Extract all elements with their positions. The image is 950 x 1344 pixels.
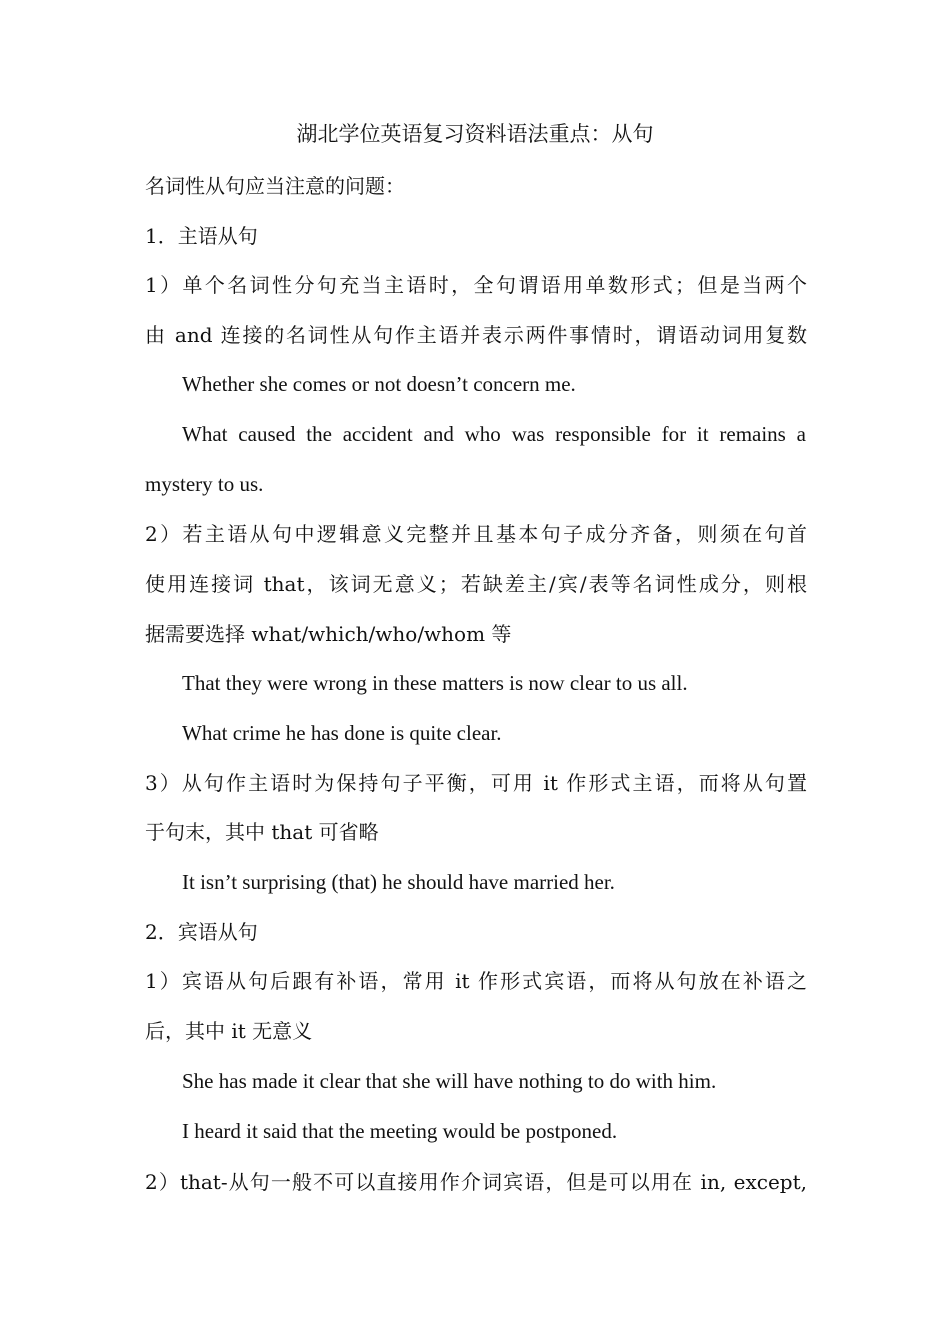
paragraph-line: 2）that-从句一般不可以直接用作介词宾语，但是可以用在 in, except,	[145, 1170, 807, 1194]
paragraph-line: 名词性从句应当注意的问题：	[145, 174, 405, 198]
paragraph-line: 于句末，其中 that 可省略	[145, 820, 379, 844]
paragraph-line: 1）宾语从句后跟有补语，常用 it 作形式宾语，而将从句放在补语之	[145, 969, 807, 993]
paragraph-line: 1）单个名词性分句充当主语时，全句谓语用单数形式；但是当两个	[145, 273, 807, 297]
example-sentence: It isn’t surprising (that) he should have married her.	[182, 870, 615, 894]
paragraph-line: 后，其中 it 无意义	[145, 1019, 313, 1043]
example-sentence: I heard it said that the meeting would be postponed.	[182, 1119, 618, 1143]
section-heading: 1．主语从句	[145, 224, 258, 248]
paragraph-line: 2）若主语从句中逻辑意义完整并且基本句子成分齐备，则须在句首	[145, 522, 807, 546]
document-title: 湖北学位英语复习资料语法重点：从句	[296, 122, 654, 146]
example-sentence: What crime he has done is quite clear.	[182, 721, 502, 745]
paragraph-line: 据需要选择 what/which/who/whom 等	[145, 622, 512, 646]
example-sentence: mystery to us.	[145, 472, 264, 496]
example-sentence: What caused the accident and who was responsible for it remains a	[182, 422, 806, 446]
example-sentence: She has made it clear that she will have nothing to do with him.	[182, 1069, 717, 1093]
example-sentence: That they were wrong in these matters is now clear to us all.	[182, 671, 688, 695]
paragraph-line: 由 and 连接的名词性从句作主语并表示两件事情时，谓语动词用复数	[145, 323, 807, 347]
section-heading: 2．宾语从句	[145, 920, 258, 944]
paragraph-line: 使用连接词 that，该词无意义；若缺差主/宾/表等名词性成分，则根	[145, 572, 807, 596]
example-sentence: Whether she comes or not doesn’t concern me.	[182, 372, 576, 396]
paragraph-line: 3）从句作主语时为保持句子平衡，可用 it 作形式主语，而将从句置	[145, 771, 807, 795]
